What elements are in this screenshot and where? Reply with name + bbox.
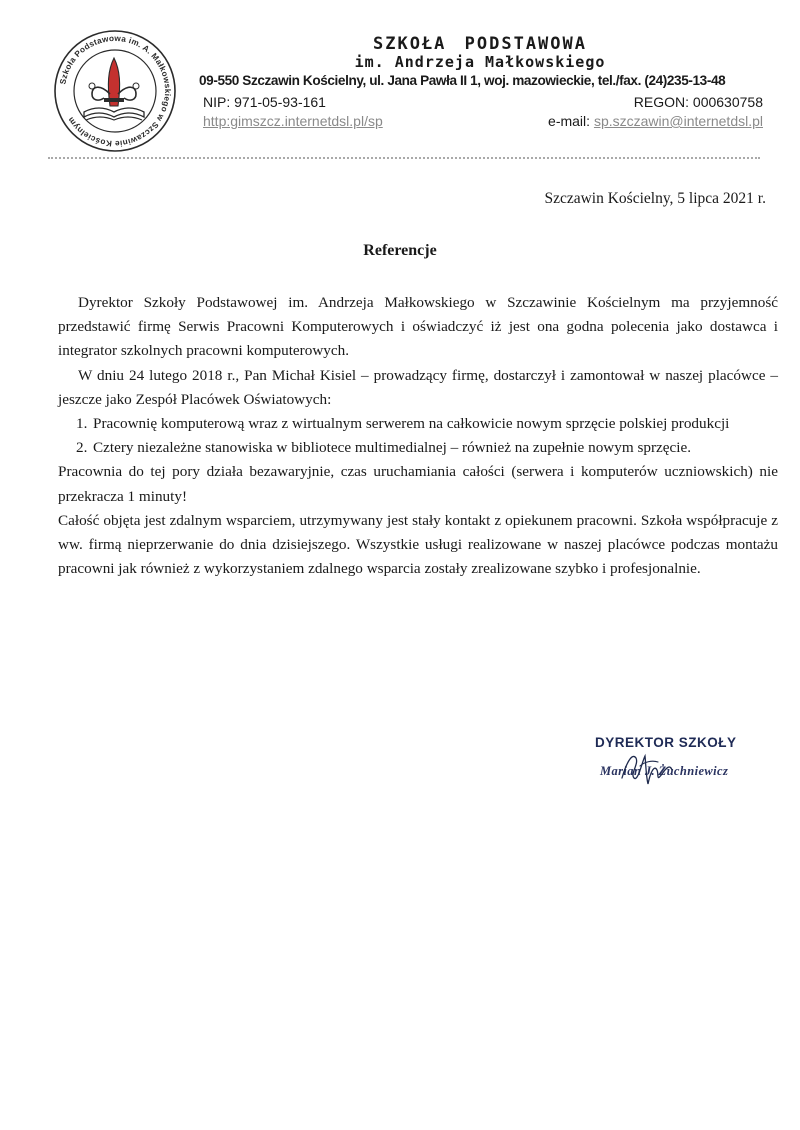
school-name: SZKOŁA PODSTAWOWA [373,34,587,54]
signatory-title-stamp: DYREKTOR SZKOŁY [595,735,737,750]
list-item-number: 1. [76,415,88,433]
email-contact [548,113,763,129]
delivered-items-list [58,412,778,460]
paragraph-reliability: Pracownia do tej pory działa bezawaryjnie, czas uruchamiania całości (serwera i komputerów uczniowskich) nie przekracza 1 minuty! [58,463,778,505]
nip-number: NIP: 971-05-93-161 [203,94,326,110]
list-item-text: Pracownię komputerową wraz z wirtualnym serwerem na całkowicie nowym sprzęcie polskiej produkcji [93,415,730,433]
list-item [58,436,778,460]
email-label: e-mail: [548,113,594,129]
school-address: 09-550 Szczawin Kościelny, ul. Jana Pawła II 1, woj. mazowieckie, tel./fax. (24)235-13-48 [199,73,726,88]
paragraph-support: Całość objęta jest zdalnym wsparciem, utrzymywany jest stały kontakt z opiekunem pracowni. Szkoła współpracuje z ww. firmą nieprzerwanie do dnia dzisiejszego. Wszystkie usługi realizowane w naszej placówce podczas montażu pracowni jak również z wykorzystaniem zdalnego wsparcia zostały zrealizowane szybko i profesjonalnie. [58,511,778,578]
paragraph-intro: Dyrektor Szkoły Podstawowej im. Andrzeja Małkowskiego w Szczawinie Kościelnym ma przyjemność przedstawić firmę Serwis Pracowni Komputerowych i oświadczyć iż jest ona godna polecenia jako dostawca i integrator szkolnych pracowni komputerowych. [58,294,778,360]
school-logo [52,28,178,154]
list-item-text: Cztery niezależne stanowiska w bibliotece multimedialnej – również na zupełnie nowym sprzęcie. [93,439,692,457]
school-patron: im. Andrzeja Małkowskiego [354,53,606,71]
letter-body [58,291,778,581]
letterhead-divider [48,157,760,159]
logo-ring-text: Szkoła Podstawowa im. A. Małkowskiego w Szczawinie Kościelnym [58,33,173,149]
letter-heading: Referencje [363,242,437,259]
website-link[interactable]: http:gimszcz.internetdsl.pl/sp [203,113,383,129]
signatory-name-stamp: Marian J. Żuchniewicz [600,764,729,778]
contact-row [203,113,763,129]
paragraph-delivery: W dniu 24 lutego 2018 r., Pan Michał Kisiel – prowadzący firmę, dostarczył i zamontował w naszej placówce – jeszcze jako Zespół Placówek Oświatowych: [58,366,778,408]
list-item-number: 2. [76,439,88,457]
email-link[interactable]: sp.szczawin@internetdsl.pl [593,113,763,129]
regon-number: REGON: 000630758 [633,94,763,110]
letter-date: Szczawin Kościelny, 5 lipca 2021 r. [544,190,766,207]
tax-ids-row [203,94,763,110]
handwritten-signature [612,744,682,794]
list-item [58,412,778,436]
